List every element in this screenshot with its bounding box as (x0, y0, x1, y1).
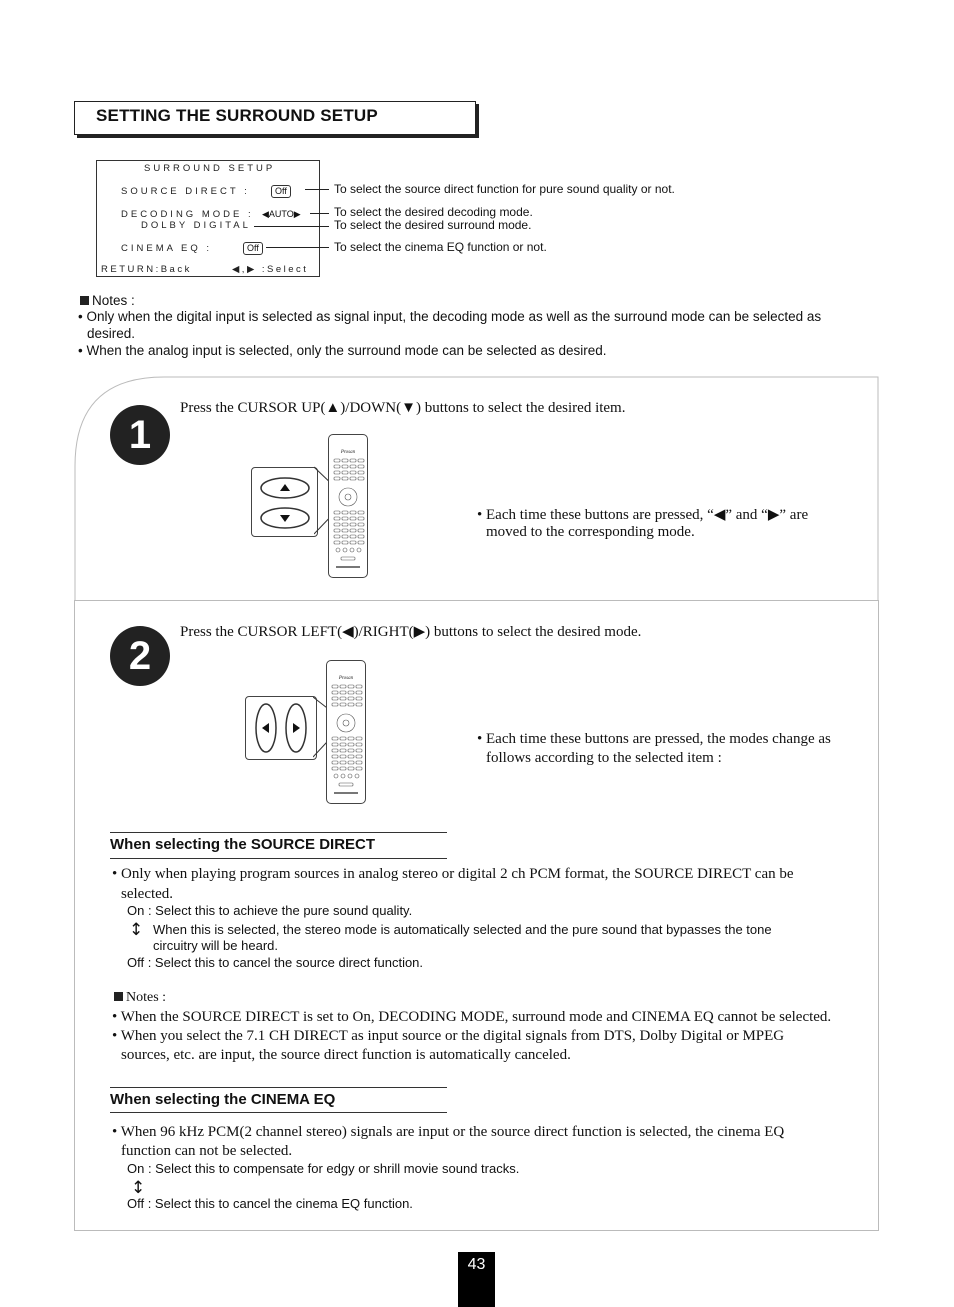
section-title: SETTING THE SURROUND SETUP (96, 106, 378, 125)
source-direct-on: On : Select this to achieve the pure sound quality. (127, 903, 413, 918)
step-number-1: 1 (110, 405, 170, 465)
remote-control-illustration (328, 434, 368, 578)
svg-text:Prosan: Prosan (338, 676, 354, 681)
step1-bullet: • Each time these buttons are pressed, “◀” and “▶” are (477, 507, 809, 523)
svg-text:Prosan: Prosan (340, 450, 356, 455)
up-down-arrow-icon: ↕ (131, 1178, 146, 1198)
osd-decoding-mode-value: ◀AUTO▶ (262, 209, 301, 219)
cursor-left-right-keypad (245, 696, 317, 760)
leader-line (310, 213, 329, 214)
panel-border-bottom (74, 1230, 879, 1231)
page-number: 43 (458, 1252, 495, 1307)
heading-rule (110, 832, 447, 833)
osd-return-back: RETURN:Back (101, 264, 192, 275)
osd-heading: SURROUND SETUP (144, 163, 276, 174)
step2-bullet-cont: follows according to the selected item : (486, 750, 722, 766)
source-direct-note: • When you select the 7.1 CH DIRECT as input source or the digital signals from DTS, Dolby Digital or MPEG (112, 1028, 785, 1044)
osd-select: ◀,▶ :Select (232, 264, 309, 275)
note-item: • Only when the digital input is selected as signal input, the decoding mode as well as the surround mode can be selected as (78, 309, 822, 324)
source-direct-off: Off : Select this to cancel the source direct function. (127, 955, 424, 970)
cinema-eq-off: Off : Select this to cancel the cinema EQ function. (127, 1196, 413, 1211)
step2-instruction: Press the CURSOR LEFT(◀)/RIGHT(▶) buttons to select the desired mode. (180, 624, 642, 640)
cinema-eq-bullet: • When 96 kHz PCM(2 channel stereo) signals are input or the source direct function is selected, the cinema EQ (112, 1124, 785, 1140)
callout-cinema-eq: To select the cinema EQ function or not. (334, 240, 547, 254)
step1-instruction: Press the CURSOR UP(▲)/DOWN(▼) buttons to select the desired item. (180, 400, 626, 416)
osd-dolby-digital: DOLBY DIGITAL (141, 220, 251, 231)
cursor-up-down-buttons (252, 468, 317, 536)
osd-cinema-eq-value: Off (243, 242, 263, 255)
source-direct-note: • When the SOURCE DIRECT is set to On, DECODING MODE, surround mode and CINEMA EQ cannot be selected. (112, 1009, 832, 1025)
up-down-arrow-icon: ↕ (129, 920, 144, 940)
osd-decoding-mode-label: DECODING MODE : (121, 209, 254, 220)
leader-line (254, 226, 329, 227)
square-bullet-icon (80, 296, 89, 305)
source-direct-notes-heading: Notes : (114, 990, 166, 1006)
note-item-cont: desired. (87, 326, 136, 341)
heading-rule (110, 858, 447, 859)
callout-surround-mode: To select the desired surround mode. (334, 218, 532, 232)
heading-rule (110, 1087, 447, 1088)
cursor-up-down-keypad (251, 467, 318, 537)
note-item: • When the analog input is selected, only the surround mode can be selected as desired. (78, 343, 607, 358)
source-direct-bullet-cont: selected. (121, 886, 174, 902)
cinema-eq-bullet-cont: function can not be selected. (121, 1143, 293, 1159)
leader-line (266, 247, 329, 248)
step-number-2: 2 (110, 626, 170, 686)
remote-control-illustration (326, 660, 366, 804)
cursor-left-right-buttons (246, 697, 316, 759)
osd-source-direct-label: SOURCE DIRECT : (121, 186, 250, 197)
panel-border-left (74, 600, 75, 1230)
source-direct-note-cont: sources, etc. are input, the source direct function is automatically canceled. (121, 1047, 571, 1063)
osd-source-direct-value: Off (271, 185, 291, 198)
source-direct-on-detail: When this is selected, the stereo mode is automatically selected and the pure sound that bypasses the tone (153, 922, 772, 937)
source-direct-bullet: • Only when playing program sources in analog stereo or digital 2 ch PCM format, the SOURCE DIRECT can be (112, 866, 794, 882)
callout-decoding-mode: To select the desired decoding mode. (334, 205, 533, 219)
notes-heading: Notes : (80, 292, 135, 309)
step2-bullet: • Each time these buttons are pressed, the modes change as (477, 731, 831, 747)
step-divider (75, 600, 879, 601)
cinema-eq-heading: When selecting the CINEMA EQ (110, 1091, 336, 1108)
callout-source-direct: To select the source direct function for pure sound quality or not. (334, 182, 675, 196)
source-direct-on-detail-cont: circuitry will be heard. (153, 938, 278, 953)
square-bullet-icon (114, 992, 123, 1001)
heading-rule (110, 1112, 447, 1113)
cinema-eq-on: On : Select this to compensate for edgy or shrill movie sound tracks. (127, 1161, 520, 1176)
leader-line (305, 189, 329, 190)
step1-bullet-cont: moved to the corresponding mode. (486, 524, 695, 540)
source-direct-heading: When selecting the SOURCE DIRECT (110, 836, 376, 853)
panel-border-right (878, 600, 879, 1230)
osd-cinema-eq-label: CINEMA EQ : (121, 243, 213, 254)
